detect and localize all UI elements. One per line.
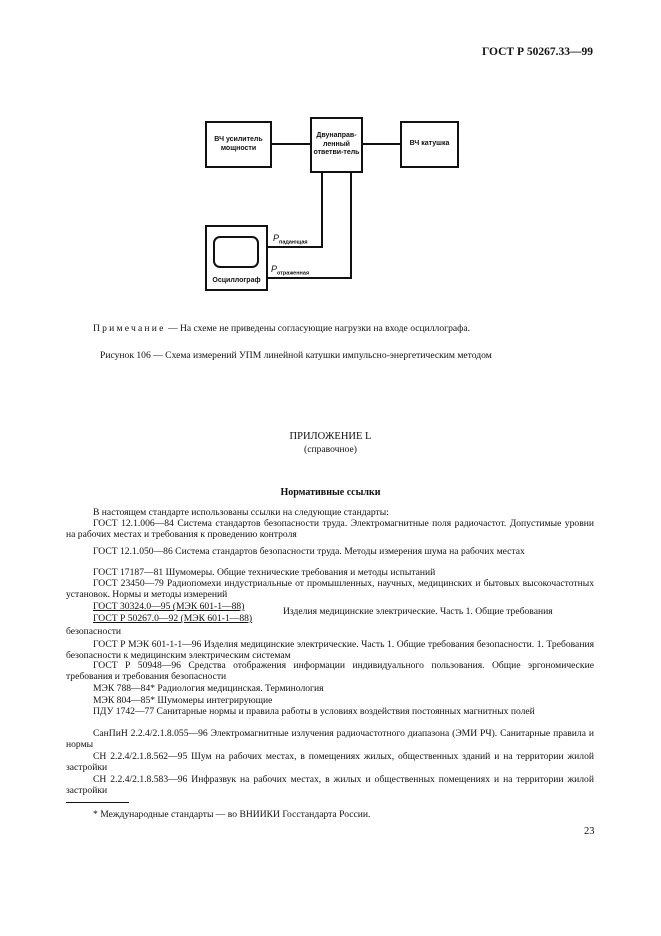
ref-item: ГОСТ 12.1.050—86 Система стандартов безопасности труда. Методы измерения шума на рабочих местах xyxy=(93,546,525,557)
wire-amp-coupler xyxy=(272,143,310,145)
standard-header: ГОСТ Р 50267.33—99 xyxy=(482,46,593,58)
ref-item-title: Изделия медицинские электрические. Часть 1. Общие требования xyxy=(283,606,553,617)
appendix-subtitle: (справочное) xyxy=(304,444,357,455)
ref-item: ГОСТ 12.1.006—84 Система стандартов безопасности труда. Электромагнитные поля радиочастот. Допустимые уровни на рабочих местах и требования к проведению контроля xyxy=(66,518,594,540)
ref-item: ГОСТ Р 50948—96 Средства отображения информации индивидуального пользования. Общие эргономические требования и требования безопасности xyxy=(66,660,594,682)
box-oscilloscope: Осциллограф xyxy=(205,225,268,291)
wire-reflected-vertical xyxy=(350,173,352,279)
ref-item: МЭК 804—85* Шумомеры интегрирующие xyxy=(93,695,273,706)
box-rf-coil: ВЧ катушка xyxy=(400,121,459,168)
label-reflected-power: $P_{отраженная}$ xyxy=(271,264,310,277)
ref-item: ГОСТ Р МЭК 601-1-1—96 Изделия медицинские электрические. Часть 1. Общие требования безопасности. 1. Требования безопасности к медицинским электрическим системам xyxy=(66,639,594,661)
box-directional-coupler: Двунаправ-ленный ответви-тель xyxy=(310,117,363,173)
box-rf-amplifier: ВЧ усилитель мощности xyxy=(205,121,272,168)
page-number: 23 xyxy=(584,826,595,837)
ref-item: ГОСТ Р 50267.0—92 (МЭК 601-1—88) xyxy=(93,613,253,624)
ref-item: СН 2.2.4/2.1.8.583—96 Инфразвук на рабочих местах, в жилых и общественных помещениях и на территории жилой застройки xyxy=(66,774,594,796)
ref-item: ГОСТ 23450—79 Радиопомехи индустриальные от промышленных, научных, медицинских и бытовых высокочастотных установок. Нормы и методы измерений xyxy=(66,578,594,600)
ref-item: СанПиН 2.2.4/2.1.8.055—96 Электромагнитные излучения радиочастотного диапазона (ЭМИ РЧ). Санитарные правила и нормы xyxy=(66,728,594,750)
ref-item-continuation: безопасности xyxy=(66,626,122,637)
refs-intro: В настоящем стандарте использованы ссылки на следующие стандарты: xyxy=(93,507,389,518)
figure-caption: Рисунок 106 — Схема измерений УПМ линейной катушки импульсно-энергетическим методом xyxy=(100,350,492,361)
appendix-title: ПРИЛОЖЕНИЕ L xyxy=(289,431,372,442)
oscilloscope-screen-icon xyxy=(213,236,259,268)
wire-forward-vertical xyxy=(321,173,323,248)
footnote-rule xyxy=(66,802,129,803)
figure-note: Примечание — На схеме не приведены согласующие нагрузки на входе осциллографа. xyxy=(93,323,470,334)
footnote: * Международные стандарты — во ВНИИКИ Госстандарта России. xyxy=(93,809,371,820)
ref-item: СН 2.2.4/2.1.8.562—95 Шум на рабочих местах, в помещениях жилых, общественных зданий и на территории жилой застройки xyxy=(66,751,594,773)
wire-reflected-horizontal xyxy=(268,277,352,279)
ref-item: ГОСТ 30324.0—95 (МЭК 601-1—88) xyxy=(93,601,245,612)
ref-item: ПДУ 1742—77 Санитарные нормы и правила работы в условиях воздействия постоянных магнитных полей xyxy=(93,706,535,717)
wire-coupler-coil xyxy=(363,143,400,145)
label-forward-power: $P_{падающая}$ xyxy=(273,233,308,246)
wire-forward-horizontal xyxy=(268,246,323,248)
ref-item: МЭК 788—84* Радиология медицинская. Терминология xyxy=(93,683,324,694)
ref-item: ГОСТ 17187—81 Шумомеры. Общие технические требования и методы испытаний xyxy=(93,567,436,578)
section-heading: Нормативные ссылки xyxy=(280,487,381,498)
